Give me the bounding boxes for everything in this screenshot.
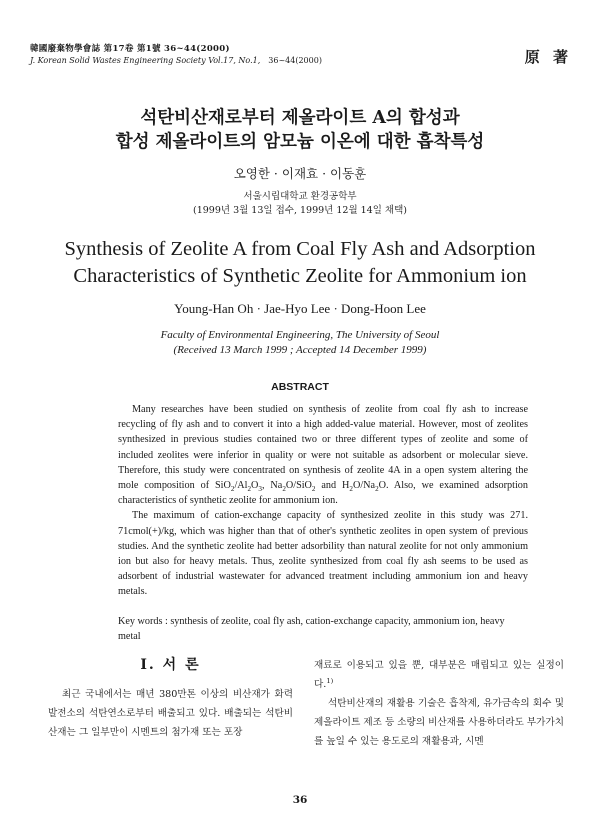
journal-name-english: J. Korean Solid Wastes Engineering Society Vol.17, No.1, [30,56,261,65]
journal-pages: 36~44(2000) [268,56,322,65]
english-affiliation-block [0,328,600,358]
abstract-text: O [251,480,259,492]
english-title-line2: Characteristics of Synthetic Zeolite for Ammonium ion [73,265,527,287]
subscript: 2 [247,485,252,494]
body-paragraph: 석탄비산재의 재활용 기술은 흡착제, 유가금속의 회수 및 제올라이트 제조 등 소량의 비산재를 사용하더라도 부가가치를 높일 수 있는 용도로의 재활용과, 시멘 [314,698,564,747]
english-affiliation: Faculty of Environmental Engineering, The University of Seoul [160,329,440,341]
korean-title [0,106,600,154]
subscript: 2 [230,485,235,494]
abstract-text: /Al [234,480,248,492]
journal-header-korean: 韓國廢棄物學會誌 第17卷 第1號 36~44(2000) [30,44,230,54]
abstract-text: O/SiO [285,480,312,492]
subscript: 3 [258,485,262,494]
subscript: 2 [282,485,286,494]
body-left-column [48,656,293,742]
korean-title-line2: 합성 제올라이트의 암모늄 이온에 대한 흡착특성 [115,132,485,152]
body-text: 재료로 이용되고 있을 뿐, 대부분은 매립되고 있는 실정이다. [314,660,564,690]
abstract-paragraph-1 [118,402,528,508]
subscript: 2 [375,485,379,494]
abstract-paragraph-2: The maximum of cation-exchange capacity of synthesized zeolite in this study was 271. 71cmol(+)/kg, which was higher than that of other's synthetic zeolites in open system of previous studies. And the synthetic zeolite had better adsorbility than natural zeolite for not only ammonium ion but also for heavy metals. Thus, zeolite synthesized from coal fly ash seems to be used as adsorbent of industrial wastewater for advanced treatment including ammonium ion and heavy metals. [118,510,528,598]
abstract-body [118,402,528,600]
abstract-text: and H [315,480,350,492]
korean-affiliation: 서울시립대학교 환경공학부 [243,191,357,202]
subscript: 2 [311,485,316,494]
korean-dates: (1999년 3월 13일 접수, 1999년 12월 14일 채택) [192,205,407,216]
article-type-tag: 原 著 [524,48,572,66]
abstract-text: O/Na [352,480,376,492]
journal-header [30,44,390,66]
body-paragraph: 최근 국내에서는 매년 380만톤 이상의 비산재가 화력발전소의 석탄연소로부터 배출되고 있다. 배출되는 석탄비산재는 그 일부만이 시멘트의 첨가재 또는 포장 [48,689,293,738]
korean-affiliation-block [0,190,600,218]
korean-title-line1: 석탄비산재로부터 제올라이트 A의 합성과 [140,108,460,128]
reference-marker: 1) [326,676,334,685]
korean-authors: 오영한 · 이재효 · 이동훈 [233,166,367,181]
english-title [0,236,600,290]
abstract-text: O. Also, we examined adsorption characteristics of synthetic zeolite for ammonium ion. [118,480,528,507]
english-authors: Young-Han Oh · Jae-Hyo Lee · Dong-Hoon Lee [174,301,426,316]
body-right-column [314,656,564,751]
keywords: Key words : synthesis of zeolite, coal fly ash, cation-exchange capacity, ammonium ion, heavy metal [118,616,505,643]
abstract-text: , Na [261,480,283,492]
subscript: 2 [349,485,353,494]
abstract-text: Many researches have been studied on synthesis of zeolite from coal fly ash to increase recycling of fly ash and to convert it into a high added-value material. However, most of zeolites synthesized in previous studies contained two or three different types of zeolite and some of included zeolites were inferior in quality or were not suitable as adsorbent or molecular sieve. Therefore, this study were concentrated on synthesis of zeolite 4A in a open system altering the mole composition of SiO [118,404,528,492]
body-paragraph-continued [314,656,564,694]
english-dates: (Received 13 March 1999 ; Accepted 14 December 1999) [173,344,427,356]
journal-header-english [30,55,390,66]
english-title-line1: Synthesis of Zeolite A from Coal Fly Ash and Adsorption [64,238,536,260]
page-number: 36 [292,794,308,806]
section-heading-introduction: Ⅰ. 서 론 [140,657,201,673]
abstract-heading: ABSTRACT [271,381,329,393]
